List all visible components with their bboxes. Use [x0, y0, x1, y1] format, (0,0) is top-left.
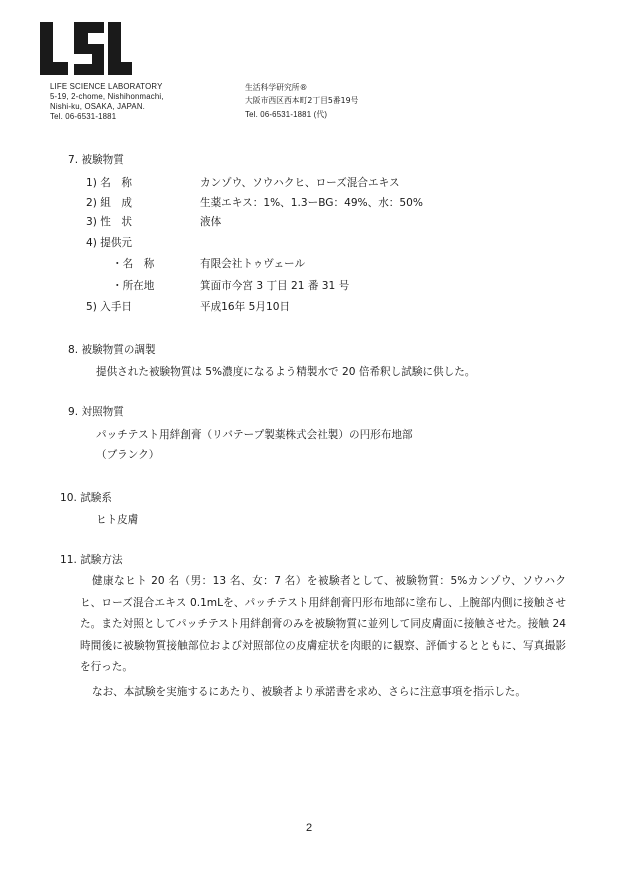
lsl-logo — [40, 22, 132, 78]
item-value: 有限会社トゥヴェール — [200, 258, 306, 270]
item-value: 生薬エキス：1%、1.3ーBG：49%、水：50% — [200, 197, 423, 209]
lab-en-name: LIFE SCIENCE LABORATORY — [50, 82, 163, 91]
section-8-text: 提供された被験物質は 5%濃度になるよう精製水で 20 倍希釈し試験に供した。 — [96, 366, 476, 378]
lab-jp-address: 大阪市西区西本町2丁目5番19号 — [245, 96, 359, 105]
item-label: 2) 組 成 — [86, 197, 133, 209]
lab-jp-name: 生活科学研究所® — [245, 83, 308, 92]
item-value: 箕面市今宮 3 丁目 21 番 31 号 — [200, 280, 350, 292]
section-11-paragraph-2: なお、本試験を実施するにあたり、被験者より承諾書を求め、さらに注意事項を指示した。 — [92, 686, 526, 698]
section-10-text: ヒト皮膚 — [96, 514, 139, 526]
section-9-line-2: （ブランク） — [96, 449, 160, 461]
lab-jp-tel: Tel. 06-6531-1881 (代) — [245, 110, 328, 119]
section-11-paragraph-1: 健康なヒト 20 名（男：13 名、女：7 名）を被験者として、被験物質：5%カンゾウ、ソウハクヒ、ローズ混合エキス 0.1mLを、パッチテスト用絆創膏円形布地部に塗布し、上腕部内側に接触させた。また対照としてパッチテスト用絆創膏のみを被験物質に並列して同皮膚面に接触させた。接触 24 時間後に被験物質接触部位および対照部位の皮膚症状を肉眼的に観察、評価するとともに、写真撮影を行った。 — [80, 575, 566, 673]
page-number: 2 — [306, 822, 313, 834]
item-label: 3) 性 状 — [86, 216, 133, 228]
item-label: 5) 入手日 — [86, 301, 133, 313]
section-8-heading: 8. 被験物質の調製 — [68, 344, 156, 356]
section-7-heading: 7. 被験物質 — [68, 154, 124, 166]
item-value: カンゾウ、ソウハクヒ、ローズ混合エキス — [200, 177, 400, 189]
item-label: ・名 称 — [112, 258, 155, 270]
lab-en-address-2: Nishi-ku, OSAKA, JAPAN. — [50, 102, 146, 111]
item-value: 液体 — [200, 216, 222, 228]
item-value: 平成16年 5月10日 — [200, 301, 291, 313]
lab-en-address-1: 5-19, 2-chome, Nishihonmachi, — [50, 92, 164, 101]
section-9-line-1: パッチテスト用絆創膏（リバテープ製薬株式会社製）の円形布地部 — [96, 429, 413, 441]
section-10-heading: 10. 試験系 — [60, 492, 112, 504]
section-9-heading: 9. 対照物質 — [68, 406, 124, 418]
item-label: 1) 名 称 — [86, 177, 133, 189]
item-label: 4) 提供元 — [86, 237, 133, 249]
item-label: ・所在地 — [112, 280, 155, 292]
section-11-heading: 11. 試験方法 — [60, 554, 123, 566]
lab-en-tel: Tel. 06-6531-1881 — [50, 112, 117, 121]
